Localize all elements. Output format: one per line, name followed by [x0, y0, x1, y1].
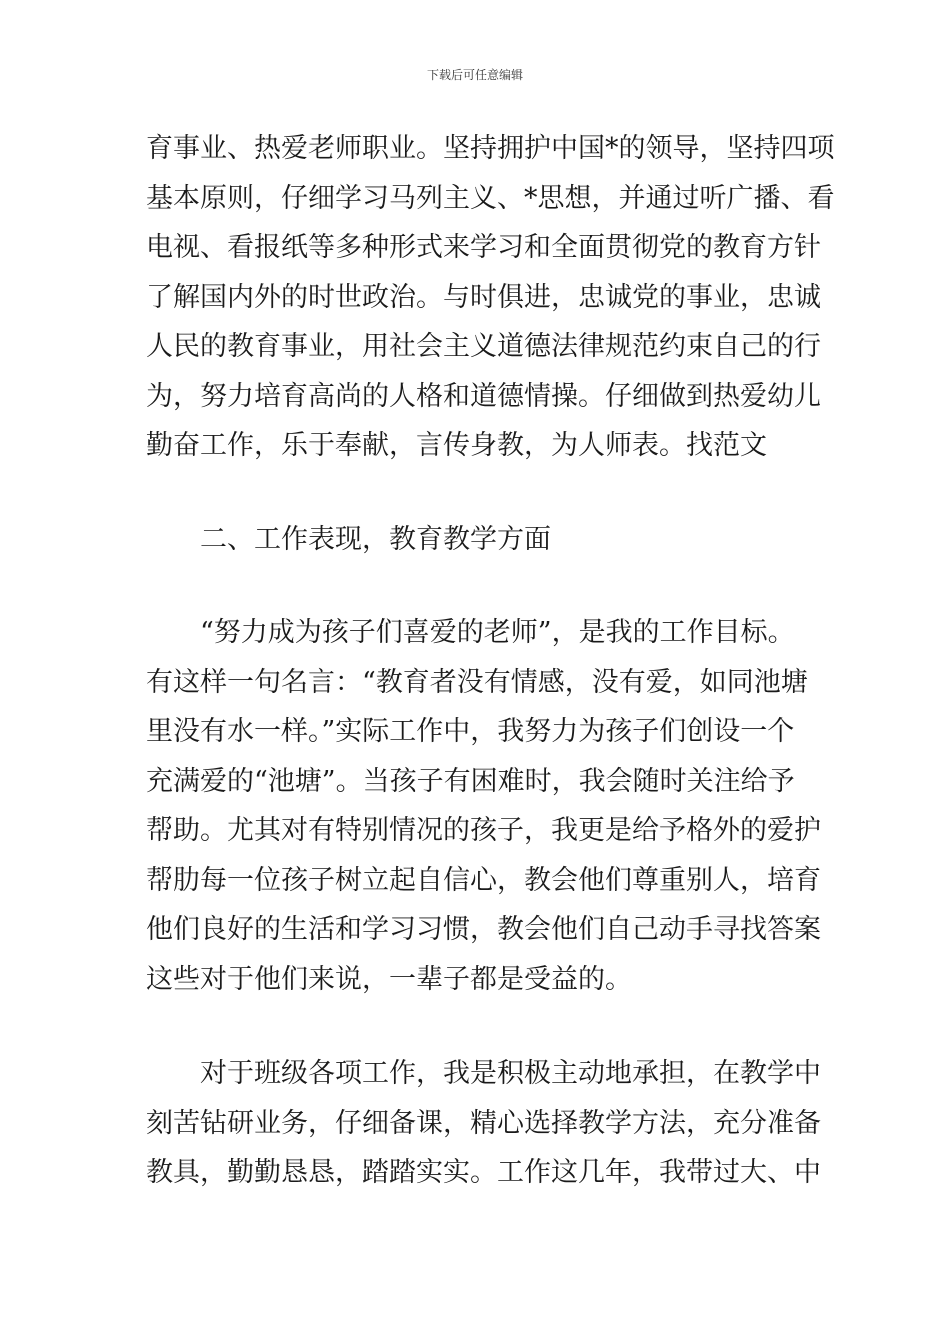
- text-line: 勤奋工作，乐于奉献，言传身教，为人师表。找范文: [146, 430, 767, 461]
- text-line: 充满爱的“池塘”。当孩子有困难时，我会随时关注给予: [146, 765, 795, 797]
- paragraph-intro: [146, 124, 835, 471]
- text-line: 这些对于他们来说，一辈子都是受益的。: [146, 963, 632, 995]
- text-line: 里没有水一样。”实际工作中，我努力为孩子们创设一个: [146, 716, 795, 747]
- document-body: [146, 124, 835, 1198]
- text-line: 电视、看报纸等多种形式来学习和全面贯彻党的教育方针: [146, 232, 821, 263]
- text-line: 有这样一句名言：“教育者没有情感，没有爱，如同池塘: [146, 666, 808, 698]
- page-header: 下载后可任意编辑: [426, 68, 523, 82]
- text-line: 帮助。尤其对有特别情况的孩子，我更是给予格外的爱护: [146, 815, 821, 846]
- text-line: 对于班级各项工作，我是积极主动地承担，在教学中: [200, 1058, 821, 1089]
- text-line: 教具，勤勤恳恳，踏踏实实。工作这几年，我带过大、中: [146, 1157, 821, 1188]
- text-line: 育事业、热爱老师职业。坚持拥护中国*的领导，坚持四项: [146, 133, 835, 164]
- paragraph-goal: [146, 608, 826, 1004]
- text-line: 帮肋每一位孩子树立起自信心，教会他们尊重别人，培育: [146, 864, 821, 896]
- text-line: 为，努力培育高尚的人格和道德情操。仔细做到热爱幼儿: [146, 380, 821, 412]
- text-line: “努力成为孩子们喜爱的老师”，是我的工作目标。: [200, 617, 795, 648]
- section-heading: 二、工作表现，教育教学方面: [200, 523, 551, 555]
- text-line: 基本原则，仔细学习马列主义、*思想，并通过听广播、看: [146, 182, 835, 214]
- paragraph-class-work: [146, 1049, 826, 1198]
- text-line: 人民的教育事业，用社会主义道德法律规范约束自己的行: [146, 331, 821, 362]
- text-line: 了解国内外的时世政治。与时俱进，忠诚党的事业，忠诚: [146, 281, 821, 313]
- text-line: 刻苦钻研业务，仔细备课，精心选择教学方法，充分准备: [146, 1107, 821, 1139]
- text-line: 他们良好的生活和学习习惯，教会他们自己动手寻找答案: [146, 914, 821, 945]
